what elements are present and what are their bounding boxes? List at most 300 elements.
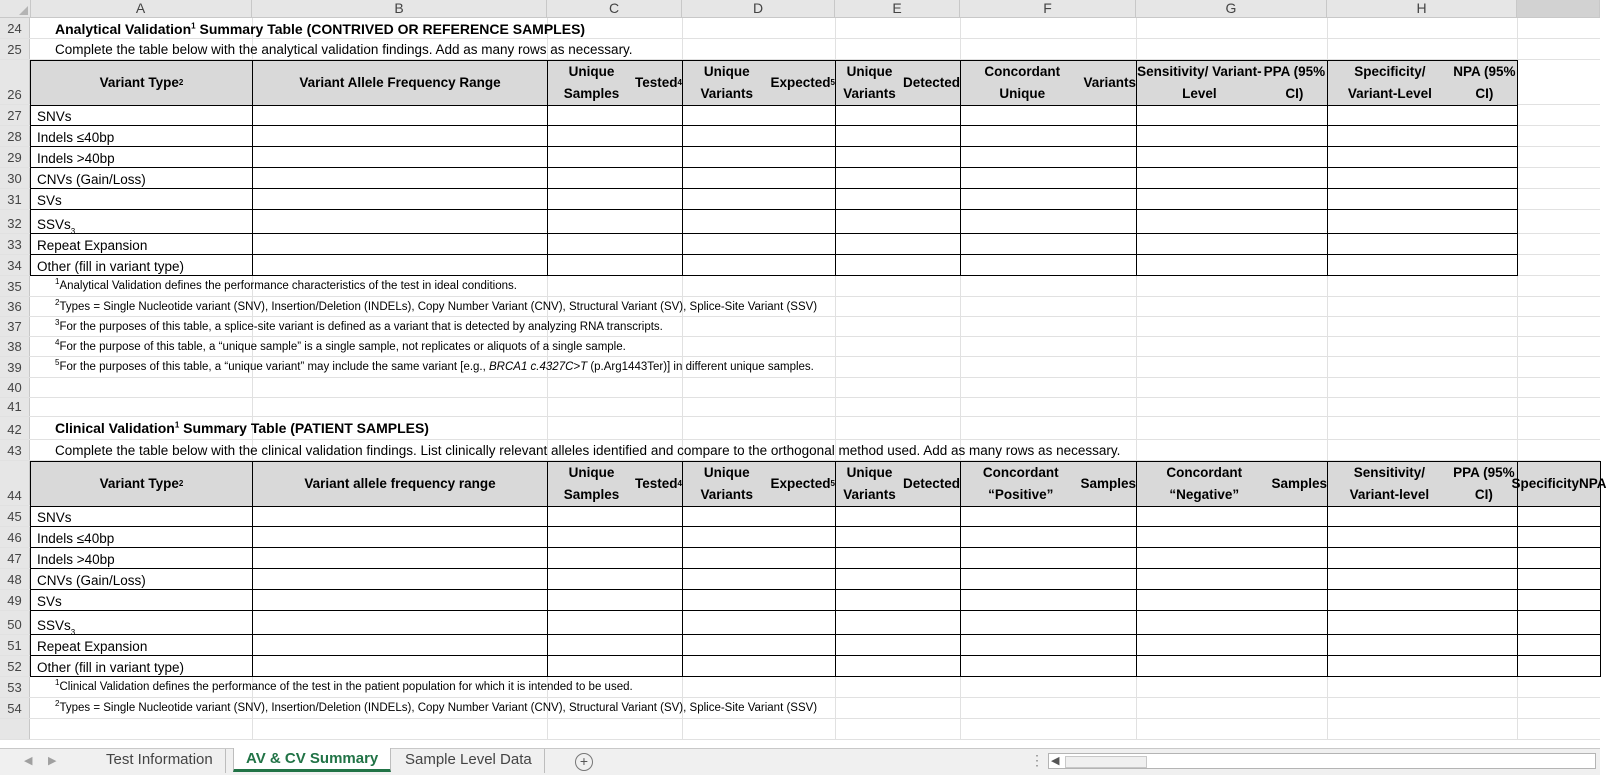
data-entry-cell[interactable] [961,147,1137,168]
variant-type-cell[interactable] [31,548,253,569]
row-number[interactable]: 31 [0,189,30,209]
footnote-marker: 3 [55,318,60,328]
data-entry-cell[interactable] [836,105,961,126]
header-cell[interactable] [1328,61,1518,105]
data-entry-cell[interactable] [836,527,961,548]
data-entry-cell[interactable] [961,548,1137,569]
row-number[interactable]: 44 [0,461,30,505]
variant-type-cell[interactable] [31,635,253,656]
data-entry-cell[interactable] [253,168,548,189]
data-entry-cell[interactable] [836,656,961,677]
data-entry-cell[interactable] [683,548,836,569]
footnote-marker: 1 [191,21,196,31]
data-entry-cell[interactable] [253,569,548,590]
data-entry-cell[interactable] [1518,611,1601,635]
data-entry-cell[interactable] [253,527,548,548]
header-label: Expected [770,75,831,90]
gridline [682,378,683,397]
gridline [960,18,961,38]
gridline [835,18,836,38]
data-entry-cell[interactable] [1328,506,1518,527]
column-header-d[interactable]: D [682,0,835,17]
data-entry-cell[interactable] [548,189,683,210]
header-label: Variant Type [99,476,179,491]
data-entry-cell[interactable] [548,635,683,656]
data-entry-cell[interactable] [253,611,548,635]
data-entry-cell[interactable] [1137,210,1328,234]
data-entry-cell[interactable] [548,234,683,255]
data-entry-cell[interactable] [1328,168,1518,189]
gridline [1136,357,1137,377]
gridline [682,417,683,439]
row-number[interactable]: 38 [0,337,30,356]
data-entry-cell[interactable] [961,656,1137,677]
gridline [835,276,836,296]
data-entry-cell[interactable] [683,234,836,255]
data-entry-cell[interactable] [548,548,683,569]
row-number[interactable]: 52 [0,656,30,676]
data-entry-cell[interactable] [1137,147,1328,168]
scroll-tabs-right-icon[interactable]: ▶ [48,755,57,767]
footnote-text: Analytical Validation defines the performance characteristics of the test in ideal conditions. [59,280,517,292]
header-label: Unique Samples [563,465,620,502]
footnote-marker: 2 [55,298,60,308]
header-cell[interactable] [961,462,1137,506]
data-entry-cell[interactable] [683,255,836,276]
row-number[interactable]: 25 [0,39,30,59]
row-number[interactable] [0,719,30,739]
gridline [835,698,836,718]
row-number[interactable]: 26 [0,60,30,104]
variant-type-label: SNVs [37,109,72,124]
header-label: Tested [635,75,678,90]
data-entry-cell[interactable] [1137,105,1328,126]
data-entry-cell[interactable] [548,590,683,611]
data-entry-cell[interactable] [1137,126,1328,147]
data-entry-cell[interactable] [961,590,1137,611]
footnote-text: For the purpose of this table, a “unique sample” is a single sample, not replicates or aliquots of a single sample. [59,341,626,353]
row-number[interactable]: 50 [0,611,30,634]
gridline [960,677,961,697]
row-number[interactable]: 42 [0,417,30,439]
variant-type-label: SSVs [37,217,71,232]
data-entry-cell[interactable] [836,590,961,611]
data-entry-cell[interactable] [836,126,961,147]
data-entry-cell[interactable] [836,168,961,189]
scroll-tabs-left-icon[interactable]: ◀ [24,755,33,767]
data-entry-cell[interactable] [1328,234,1518,255]
data-entry-cell[interactable] [253,147,548,168]
gridline [1327,337,1328,356]
data-entry-cell[interactable] [1518,569,1601,590]
data-entry-cell[interactable] [1518,548,1601,569]
row-number[interactable]: 49 [0,590,30,610]
header-cell[interactable] [836,462,961,506]
data-entry-cell[interactable] [836,569,961,590]
data-entry-cell[interactable] [548,147,683,168]
data-entry-cell[interactable] [836,210,961,234]
row-number[interactable]: 32 [0,210,30,233]
row-number[interactable]: 40 [0,378,30,397]
row-number[interactable]: 39 [0,357,30,377]
row-number[interactable]: 30 [0,168,30,188]
data-entry-cell[interactable] [683,189,836,210]
gridline [835,677,836,697]
gridline [547,276,548,296]
data-entry-cell[interactable] [836,234,961,255]
variant-type-label: Repeat Expansion [37,639,148,654]
tab-av-cv-summary[interactable]: AV & CV Summary [233,748,391,772]
gridline [1327,39,1328,59]
gridline [1136,18,1137,38]
data-entry-cell[interactable] [548,527,683,548]
data-entry-cell[interactable] [253,210,548,234]
gridline [1517,317,1518,336]
row-number[interactable]: 51 [0,635,30,655]
gridline [1327,398,1328,416]
data-entry-cell[interactable] [836,147,961,168]
header-cell[interactable]: Unique Variants Expected 5 [683,61,836,105]
gridline [1136,378,1137,397]
data-entry-cell[interactable] [548,210,683,234]
add-sheet-icon[interactable]: + [575,753,593,771]
row-number[interactable]: 41 [0,398,30,416]
sheet-row[interactable] [0,378,1600,398]
data-entry-cell[interactable] [548,105,683,126]
header-label: PPA (95% CI) [1263,64,1326,101]
data-entry-cell[interactable] [961,234,1137,255]
header-cell[interactable]: Variant Type 2 [31,462,253,506]
header-cell[interactable]: Unique Variants Expected 5 [683,462,836,506]
data-entry-cell[interactable] [961,210,1137,234]
header-label: Variants [1083,75,1136,90]
data-entry-cell[interactable] [1328,569,1518,590]
variant-type-cell[interactable] [31,255,253,276]
footnote-marker: 1 [55,277,60,287]
data-entry-cell[interactable] [1137,255,1328,276]
gridline [1327,357,1328,377]
tab-sample-level-data[interactable]: Sample Level Data [393,749,545,773]
footnote-text: Types = Single Nucleotide variant (SNV), Insertion/Deletion (INDELs), Copy Number Variant (CNV), Structural Variant (SV), Splice-Site Variant (SSV) [59,702,818,714]
data-entry-cell[interactable] [836,189,961,210]
column-header-f[interactable]: F [960,0,1136,17]
data-entry-cell[interactable] [548,611,683,635]
row-number[interactable]: 46 [0,527,30,547]
gridline [960,417,961,439]
header-label: Sensitivity/ Variant-Level [1137,64,1262,101]
column-header-a[interactable]: A [30,0,252,17]
data-entry-cell[interactable] [683,635,836,656]
data-entry-cell[interactable] [961,527,1137,548]
row-number[interactable]: 35 [0,276,30,296]
data-entry-cell[interactable] [1137,168,1328,189]
instruction [55,443,1120,458]
data-entry-cell[interactable] [683,569,836,590]
footnote-text: For the purposes of this table, a splice-site variant is defined as a variant that is detected by analyzing RNA transcripts. [59,321,663,333]
gridline [252,719,253,739]
data-entry-cell[interactable] [961,189,1137,210]
tab-split-handle-icon[interactable]: ⋮ [1030,752,1044,768]
gridline [1517,398,1518,416]
data-entry-cell[interactable] [836,611,961,635]
sheet-row[interactable] [0,398,1600,417]
data-entry-cell[interactable] [1328,105,1518,126]
data-entry-cell[interactable] [1518,656,1601,677]
variant-type-cell[interactable] [31,126,253,147]
gridline [1327,18,1328,38]
data-entry-cell[interactable] [1328,527,1518,548]
variant-type-label: Repeat Expansion [37,238,148,253]
data-entry-cell[interactable] [961,611,1137,635]
data-entry-cell[interactable] [683,656,836,677]
sheet-row[interactable] [0,719,1600,740]
data-entry-cell[interactable] [961,126,1137,147]
header-label: Tested [635,476,678,491]
gridline [1517,18,1518,38]
data-entry-cell[interactable] [548,126,683,147]
select-all-corner[interactable] [0,0,31,17]
data-entry-cell[interactable] [961,105,1137,126]
gridline [1327,276,1328,296]
header-cell[interactable] [253,61,548,105]
header-label: Samples [1271,476,1327,491]
variant-type-cell[interactable] [31,147,253,168]
row-number[interactable]: 29 [0,147,30,167]
gridline [682,677,683,697]
gridline [835,39,836,59]
data-entry-cell[interactable] [683,506,836,527]
header-label: Unique Variants [843,64,896,101]
data-entry-cell[interactable] [683,168,836,189]
column-header-e[interactable]: E [835,0,960,17]
data-entry-cell[interactable] [253,590,548,611]
gridline [960,337,961,356]
header-cell[interactable] [1328,462,1518,506]
data-entry-cell[interactable] [1328,147,1518,168]
data-entry-cell[interactable] [253,234,548,255]
data-entry-cell[interactable] [1328,255,1518,276]
footnote-marker: 1 [174,420,180,430]
row-number[interactable]: 43 [0,440,30,460]
gridline [835,317,836,336]
section-title-main: Analytical Validation [55,21,192,37]
gridline [682,398,683,416]
row-number[interactable]: 47 [0,548,30,568]
data-entry-cell[interactable] [1137,611,1328,635]
gridline [1517,698,1518,718]
variant-type-cell[interactable] [31,189,253,210]
horizontal-scrollbar[interactable] [1048,753,1596,769]
gridline [960,698,961,718]
variant-type-cell[interactable] [31,569,253,590]
header-label: Concordant Unique [984,64,1061,101]
data-entry-cell[interactable] [683,105,836,126]
header-cell[interactable] [1137,61,1328,105]
column-header-c[interactable]: C [547,0,682,17]
footnote-text: Types = Single Nucleotide variant (SNV), Insertion/Deletion (INDELs), Copy Number Variant (CNV), Structural Variant (SV), Splice-Site Variant (SSV) [59,301,818,313]
header-label: Concordant “Positive” [982,465,1059,502]
footnote-text: Clinical Validation defines the performance of the test in the patient population for which it is intended to be used. [59,681,633,693]
data-entry-cell[interactable] [1137,590,1328,611]
variant-type-cell[interactable]: SSVs 3 [31,611,253,635]
header-cell[interactable]: Unique Samples Tested 4 [548,61,683,105]
scroll-left-icon[interactable]: ◀ [1051,755,1060,767]
column-header-g[interactable]: G [1136,0,1327,17]
data-entry-cell[interactable] [1328,189,1518,210]
tab-test-information[interactable]: Test Information [94,749,226,773]
gridline [1327,417,1328,439]
variant-type-label: SSVs [37,618,71,633]
row-number[interactable]: 45 [0,506,30,526]
instruction-text: Complete the table below with the clinical validation findings. List clinically relevant alleles identified and compare to the orthogonal method used. Add as many rows as necessary. [55,443,1121,458]
row-number[interactable]: 53 [0,677,30,697]
data-entry-cell[interactable] [1328,126,1518,147]
footnote-text: For the purposes of this table, a “unique variant” may include the same variant [e.g., [59,361,490,373]
row-number[interactable]: 27 [0,105,30,125]
header-label: NPA (95% CI) [1453,64,1516,101]
data-entry-cell[interactable] [961,168,1137,189]
data-entry-cell[interactable] [1328,611,1518,635]
data-entry-cell[interactable] [253,189,548,210]
header-label: Concordant “Negative” [1166,465,1243,502]
data-entry-cell[interactable] [253,255,548,276]
header-cell[interactable] [961,61,1137,105]
row-number[interactable]: 48 [0,569,30,589]
data-entry-cell[interactable] [836,635,961,656]
variant-type-cell[interactable] [31,656,253,677]
row-number[interactable]: 54 [0,698,30,718]
table-header-row [30,60,1518,106]
header-cell[interactable]: Unique Samples Tested 4 [548,462,683,506]
data-entry-cell[interactable] [1137,569,1328,590]
row-number[interactable]: 24 [0,18,30,38]
data-entry-cell[interactable] [1328,210,1518,234]
data-entry-cell[interactable] [683,126,836,147]
header-cell[interactable] [253,462,548,506]
data-entry-cell[interactable] [548,255,683,276]
variant-type-label: SVs [37,594,62,609]
column-header-i[interactable] [1517,0,1600,17]
data-entry-cell[interactable] [1518,590,1601,611]
section-title-rest: Summary Table (PATIENT SAMPLES) [179,420,429,436]
data-entry-cell[interactable] [1328,590,1518,611]
footnote [55,699,818,714]
data-entry-cell[interactable] [683,590,836,611]
header-label: Expected [770,476,831,491]
instruction [55,42,633,57]
gridline [252,398,253,416]
data-entry-cell[interactable] [548,506,683,527]
row-number[interactable]: 28 [0,126,30,146]
data-entry-cell[interactable] [961,255,1137,276]
data-entry-cell[interactable] [1518,635,1601,656]
data-entry-cell[interactable] [1137,548,1328,569]
data-entry-cell[interactable] [683,527,836,548]
footnote [55,358,814,373]
data-entry-cell[interactable] [253,656,548,677]
data-entry-cell[interactable] [1328,656,1518,677]
gridline [1136,39,1137,59]
header-label: NPA [1579,476,1607,491]
data-entry-cell[interactable] [683,611,836,635]
data-entry-cell[interactable] [836,255,961,276]
gridline [960,39,961,59]
variant-type-cell[interactable] [31,105,253,126]
data-entry-cell[interactable] [961,506,1137,527]
gridline [1136,719,1137,739]
gridline [1136,698,1137,718]
gridline [960,297,961,316]
data-entry-cell[interactable] [1137,527,1328,548]
data-entry-cell[interactable] [1137,189,1328,210]
data-entry-cell[interactable] [1518,506,1601,527]
gridline [1136,317,1137,336]
gridline [547,417,548,439]
variant-type-cell[interactable] [31,506,253,527]
row-number[interactable]: 37 [0,317,30,336]
column-header-h[interactable]: H [1327,0,1517,17]
data-entry-cell[interactable] [1328,635,1518,656]
data-entry-cell[interactable] [548,656,683,677]
data-entry-cell[interactable] [253,506,548,527]
gridline [1327,317,1328,336]
gridline [1517,440,1518,460]
variant-type-cell[interactable] [31,168,253,189]
variant-type-cell[interactable] [31,234,253,255]
footnote-marker: 4 [55,338,60,348]
data-entry-cell[interactable] [253,105,548,126]
header-cell[interactable] [836,61,961,105]
gridline [1136,440,1137,460]
data-entry-cell[interactable] [548,168,683,189]
data-entry-cell[interactable] [683,210,836,234]
data-entry-cell[interactable] [548,569,683,590]
row-number[interactable]: 33 [0,234,30,254]
data-entry-cell[interactable] [1137,635,1328,656]
variant-type-label: CNVs (Gain/Loss) [37,172,146,187]
header-cell[interactable] [1511,462,1607,506]
data-entry-cell[interactable] [253,126,548,147]
variant-type-cell[interactable] [31,527,253,548]
header-cell[interactable]: Variant Type 2 [31,61,253,105]
variant-type-cell[interactable] [31,590,253,611]
data-entry-cell[interactable] [1137,656,1328,677]
data-entry-cell[interactable] [1328,548,1518,569]
data-entry-cell[interactable] [1137,506,1328,527]
row-number[interactable]: 36 [0,297,30,316]
data-entry-cell[interactable] [253,548,548,569]
data-entry-cell[interactable] [1518,527,1601,548]
data-entry-cell[interactable] [683,147,836,168]
variant-type-label: Indels >40bp [37,552,115,567]
column-header-bar [0,0,1600,18]
data-entry-cell[interactable] [253,635,548,656]
header-cell[interactable] [1137,462,1328,506]
footnote [55,318,663,333]
variant-type-label: Other (fill in variant type) [37,660,185,675]
gridline [960,276,961,296]
data-entry-cell[interactable] [961,569,1137,590]
column-header-b[interactable]: B [252,0,547,17]
data-entry-cell[interactable] [961,635,1137,656]
variant-type-cell[interactable]: SSVs 3 [31,210,253,234]
data-entry-cell[interactable] [836,548,961,569]
row-number[interactable]: 34 [0,255,30,275]
data-entry-cell[interactable] [1137,234,1328,255]
scrollbar-thumb[interactable] [1065,756,1147,768]
data-entry-cell[interactable] [836,506,961,527]
variant-type-label: Indels >40bp [37,151,115,166]
